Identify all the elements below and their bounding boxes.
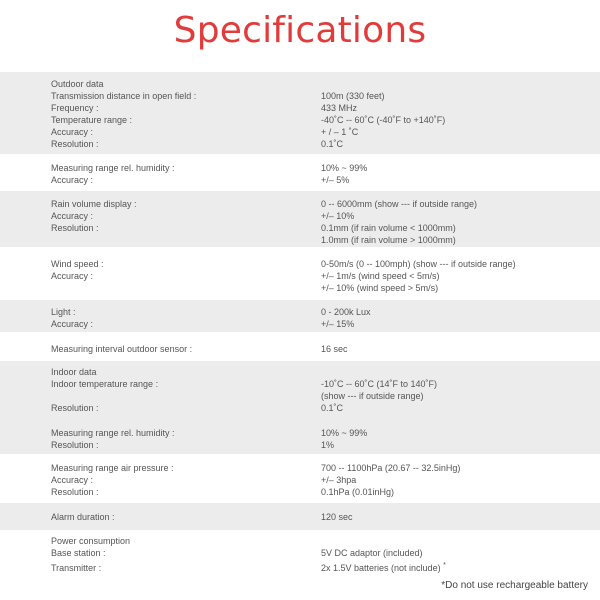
wind-accuracy-label: Accuracy : <box>51 271 94 281</box>
indoor-temp-range-label: Indoor temperature range : <box>51 379 159 389</box>
rain-display-value: 0 -- 6000mm (show --- if outside range) <box>321 199 478 209</box>
light-label: Light : <box>51 307 76 317</box>
base-station-row <box>0 547 600 559</box>
indoor-resolution-label: Resolution : <box>51 403 99 413</box>
light-accuracy-value: +/– 15% <box>321 319 355 329</box>
frequency-row <box>0 102 600 114</box>
outdoor-humidity-row <box>0 162 600 174</box>
transmitter-value-group <box>321 562 446 574</box>
pressure-accuracy-row <box>0 474 600 486</box>
interval-label: Measuring interval outdoor sensor : <box>51 344 193 354</box>
rain-resolution-value-1: 0.1mm (if rain volume < 1000mm) <box>321 223 456 233</box>
alarm-label: Alarm duration : <box>51 512 115 522</box>
base-station-label: Base station : <box>51 548 106 558</box>
indoor-temp-range-value-1: -10˚C -- 60˚C (14˚F to 140˚F) <box>321 379 438 389</box>
power-header-row <box>0 535 600 547</box>
page-title: Specifications <box>173 10 427 51</box>
wind-accuracy-row-2 <box>0 282 600 294</box>
transmitter-label: Transmitter : <box>51 563 102 573</box>
outdoor-resolution-label: Resolution : <box>51 139 99 149</box>
outdoor-resolution-row <box>0 138 600 150</box>
outdoor-humidity-accuracy-value: +/– 5% <box>321 175 350 185</box>
indoor-humidity-resolution-label: Resolution : <box>51 440 99 450</box>
pressure-range-label: Measuring range air pressure : <box>51 463 174 473</box>
rain-accuracy-row <box>0 210 600 222</box>
power-header: Power consumption <box>51 536 131 546</box>
outdoor-humidity-accuracy-label: Accuracy : <box>51 175 94 185</box>
pressure-accuracy-value: +/– 3hpa <box>321 475 357 485</box>
transmitter-value: 2x 1.5V batteries (not include) <box>321 563 441 573</box>
frequency-value: 433 MHz <box>321 103 358 113</box>
outdoor-humidity-value: 10% ~ 99% <box>321 163 368 173</box>
pressure-range-value: 700 -- 1100hPa (20.67 -- 32.5inHg) <box>321 463 461 473</box>
pressure-range-row <box>0 462 600 474</box>
outdoor-temp-range-value: -40˚C -- 60˚C (-40˚F to +140˚F) <box>321 115 446 125</box>
outdoor-accuracy-value: + / – 1 ˚C <box>321 127 359 137</box>
wind-accuracy-value-1: +/– 1m/s (wind speed < 5m/s) <box>321 271 440 281</box>
wind-speed-row <box>0 258 600 270</box>
rain-accuracy-label: Accuracy : <box>51 211 94 221</box>
indoor-humidity-row <box>0 427 600 439</box>
light-value: 0 - 200k Lux <box>321 307 371 317</box>
light-row <box>0 306 600 318</box>
light-accuracy-label: Accuracy : <box>51 319 94 329</box>
indoor-humidity-resolution-row <box>0 439 600 451</box>
indoor-humidity-label: Measuring range rel. humidity : <box>51 428 175 438</box>
transmission-row <box>0 90 600 102</box>
indoor-header-row <box>0 366 600 378</box>
indoor-humidity-value: 10% ~ 99% <box>321 428 368 438</box>
wind-accuracy-value-2: +/– 10% (wind speed > 5m/s) <box>321 283 439 293</box>
indoor-humidity-resolution-value: 1% <box>321 440 335 450</box>
rain-display-row <box>0 198 600 210</box>
alarm-row <box>0 511 600 523</box>
indoor-resolution-row <box>0 402 600 414</box>
indoor-temp-range-row-2 <box>0 390 600 402</box>
wind-speed-value: 0-50m/s (0 -- 100mph) (show --- if outside range) <box>321 259 516 269</box>
rain-resolution-row <box>0 222 600 234</box>
wind-accuracy-row <box>0 270 600 282</box>
outdoor-humidity-label: Measuring range rel. humidity : <box>51 163 175 173</box>
outdoor-header-row <box>0 78 600 90</box>
outdoor-accuracy-label: Accuracy : <box>51 127 94 137</box>
rain-resolution-label: Resolution : <box>51 223 99 233</box>
outdoor-humidity-accuracy-row <box>0 174 600 186</box>
outdoor-header: Outdoor data <box>51 79 104 89</box>
footnote: *Do not use rechargeable battery <box>441 580 588 591</box>
transmitter-footnote-mark: * <box>443 562 446 569</box>
base-station-value: 5V DC adaptor (included) <box>321 548 423 558</box>
outdoor-accuracy-row <box>0 126 600 138</box>
transmission-label: Transmission distance in open field : <box>51 91 197 101</box>
rain-display-label: Rain volume display : <box>51 199 137 209</box>
indoor-temp-range-row <box>0 378 600 390</box>
indoor-temp-range-value-2: (show --- if outside range) <box>321 391 424 401</box>
outdoor-resolution-value: 0.1˚C <box>321 139 344 149</box>
pressure-resolution-row <box>0 486 600 498</box>
rain-resolution-value-2: 1.0mm (if rain volume > 1000mm) <box>321 235 456 245</box>
interval-row <box>0 343 600 355</box>
indoor-header: Indoor data <box>51 367 97 377</box>
alarm-value: 120 sec <box>321 512 353 522</box>
indoor-resolution-value: 0.1˚C <box>321 403 344 413</box>
pressure-resolution-label: Resolution : <box>51 487 99 497</box>
rain-resolution-row-2 <box>0 234 600 246</box>
transmitter-row <box>0 562 600 574</box>
frequency-label: Frequency : <box>51 103 99 113</box>
light-accuracy-row <box>0 318 600 330</box>
transmission-value: 100m (330 feet) <box>321 91 385 101</box>
pressure-accuracy-label: Accuracy : <box>51 475 94 485</box>
rain-accuracy-value: +/– 10% <box>321 211 355 221</box>
wind-speed-label: Wind speed : <box>51 259 104 269</box>
outdoor-temp-range-label: Temperature range : <box>51 115 133 125</box>
interval-value: 16 sec <box>321 344 348 354</box>
outdoor-temp-range-row <box>0 114 600 126</box>
pressure-resolution-value: 0.1hPa (0.01inHg) <box>321 487 395 497</box>
